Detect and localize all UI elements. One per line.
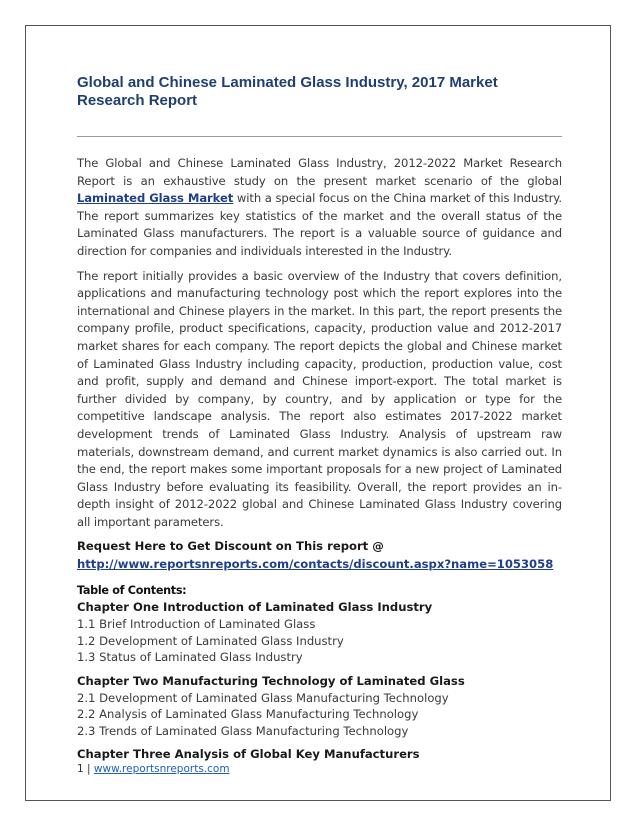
intro-paragraph <box>77 155 562 261</box>
document-title: Global and Chinese Laminated Glass Industry, 2017 Market Research Report <box>77 74 498 109</box>
intro-text-after: with a special focus on the China market of this Industry. The report summarizes key statistics of the market and the overall status of the Laminated Glass manufacturers. The report is a valuable source of guidance and direction for companies and individuals interested in the Industry. <box>77 191 563 258</box>
document-content <box>77 74 562 763</box>
chapter-heading: Chapter Two Manufacturing Technology of Laminated Glass <box>77 673 465 688</box>
toc-title: Table of Contents: <box>77 584 187 598</box>
body-paragraph: The report initially provides a basic overview of the Industry that covers definition, applications and manufacturing technology post which the report explores into the international and Chinese players in the market. In this part, the report presents the company profile, product specifications, capacity, production value and 2012-2017 market shares for each company. The report depicts the global and Chinese market of Laminated Glass Industry including capacity, production, production value, cost and profit, supply and demand and Chinese import-export. The total market is further divided by company, by country, and by application or type for the competitive landscape analysis. The report also estimates 2017-2022 market development trends of Laminated Glass Industry. Analysis of upstream raw materials, downstream demand, and current market dynamics is also carried out. In the end, the report makes some important proposals for a new project of Laminated Glass Industry before evaluating its feasibility. Overall, the report provides an in-depth insight of 2012-2022 global and Chinese Laminated Glass Industry covering all important parameters. <box>77 268 562 529</box>
discount-request-link[interactable]: http://www.reportsnreports.com/contacts/discount.aspx?name=1053058 <box>77 556 554 571</box>
page-footer <box>77 762 230 776</box>
discount-request-label: Request Here to Get Discount on This report @ <box>77 539 384 554</box>
toc-item: 2.1 Development of Laminated Glass Manufacturing Technology <box>77 690 449 705</box>
toc-item: 1.3 Status of Laminated Glass Industry <box>77 650 303 665</box>
intro-text-before: The Global and Chinese Laminated Glass Industry, 2012-2022 Market Research Report is an exhaustive study on the present market scenario of the global <box>77 156 562 188</box>
title-divider <box>77 136 562 137</box>
toc-item: 1.1 Brief Introduction of Laminated Glass <box>77 617 316 632</box>
toc-chapter-2 <box>77 673 562 740</box>
chapter-heading: Chapter Three Analysis of Global Key Manufacturers <box>77 747 420 762</box>
toc-item: 2.2 Analysis of Laminated Glass Manufacturing Technology <box>77 707 419 722</box>
chapter-heading: Chapter One Introduction of Laminated Glass Industry <box>77 600 433 615</box>
toc-item: 1.2 Development of Laminated Glass Industry <box>77 633 344 648</box>
laminated-glass-market-link[interactable]: Laminated Glass Market <box>77 191 234 206</box>
toc-chapter-1 <box>77 599 562 666</box>
toc-chapter-3 <box>77 746 562 763</box>
toc-item: 2.3 Trends of Laminated Glass Manufacturing Technology <box>77 723 409 738</box>
discount-request <box>77 538 562 573</box>
footer-website-link[interactable]: www.reportsnreports.com <box>93 763 230 775</box>
footer-separator: | <box>87 763 91 775</box>
page-number: 1 <box>77 763 84 775</box>
